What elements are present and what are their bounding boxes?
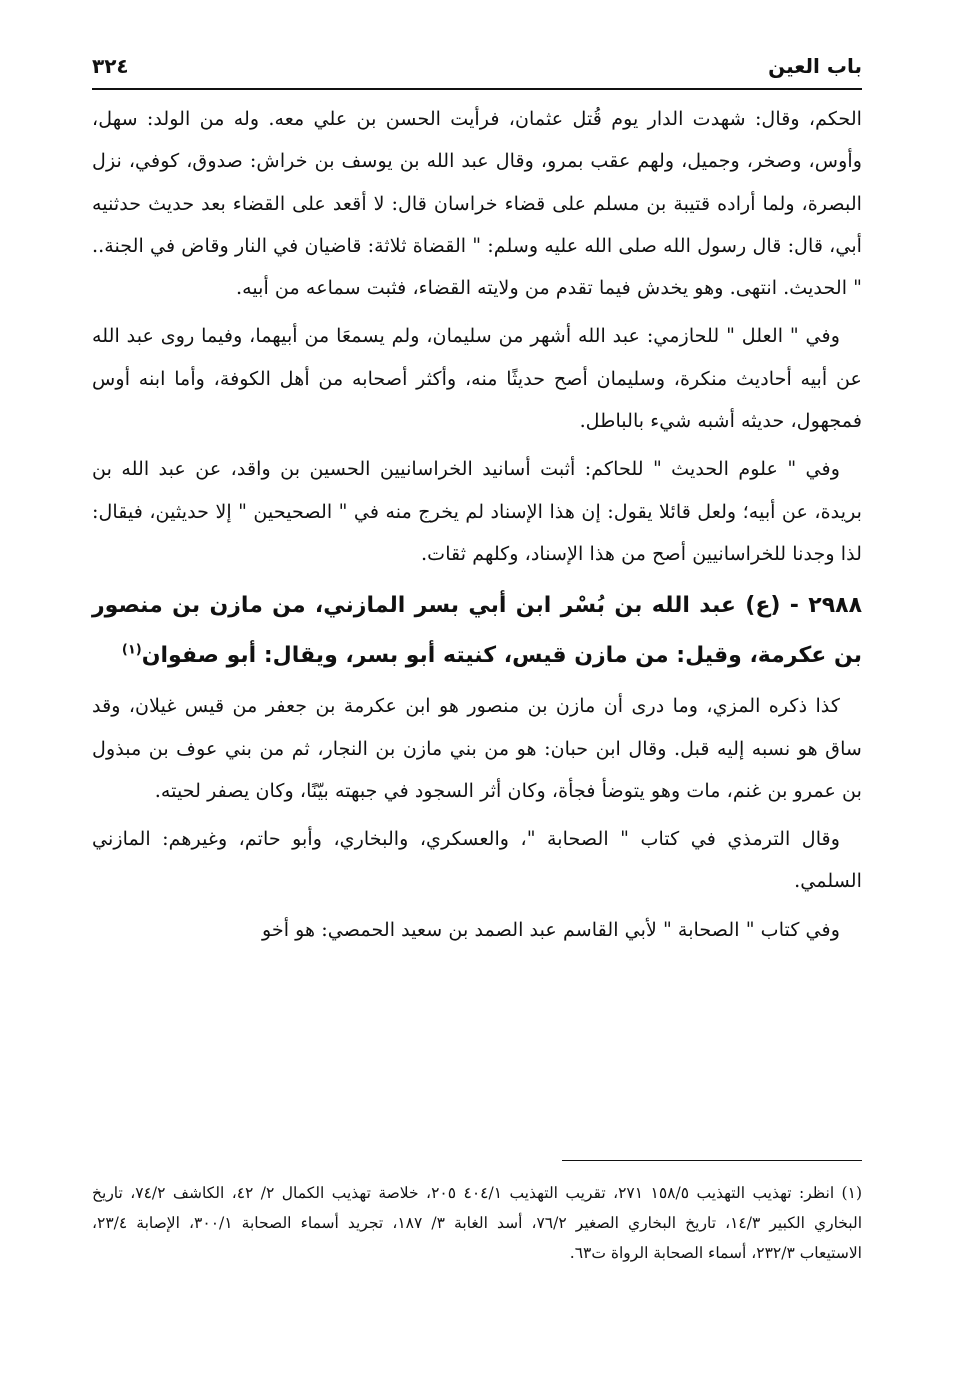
paragraph: وفي " العلل " للحازمي: عبد الله أشهر من سليمان، ولم يسمعَا من أبيهما، وفيما روى عبد الله عن أبيه أحاديث منكرة، وسليمان أصح حديثًا منه، وأكثر أصحابه من أهل الكوفة، وأما ابنه أوس فمجهول، حديثه أشبه شيء بالباطل. xyxy=(92,324,862,433)
footnote-marker: (١) xyxy=(121,642,142,658)
footnotes xyxy=(92,1178,862,1268)
biography-entry-heading xyxy=(92,581,862,681)
paragraph: الحكم، وقال: شهدت الدار يوم قُتل عثمان، فرأيت الحسن بن علي معه. وله من الولد: سهل، وأوس، وصخر، وجميل، ولهم عقب بمرو، وقال عبد الله بن يوسف بن خراش: صدوق، كوفي، نزل البصرة، ولما أراده قتيبة بن مسلم على قضاء خراسان قال: لا أقعد على القضاء بعد حديث حدثنيه أبي، قال: قال رسول الله صلى الله عليه وسلم: " القضاة ثلاثة: قاضيان في النار وقاض في الجنة.. " الحديث. انتهى. وهو يخدش فيما تقدم من ولايته القضاء، فثبت سماعه من أبيه. xyxy=(92,107,862,300)
chapter-title: باب العين xyxy=(768,54,862,78)
footnote-divider xyxy=(562,1160,862,1161)
page-number: ٣٢٤ xyxy=(92,54,129,78)
main-text xyxy=(92,98,862,951)
paragraph: كذا ذكره المزي، وما درى أن مازن بن منصور هو ابن عكرمة بن جعفر من قيس غيلان، وقد ساق هو نسبه إليه قبل. وقال ابن حبان: هو من بني مازن بن النجار، ثم من بني عوف بن مبذول بن عمرو بن غنم، مات وهو يتوضأ فجأة، وكان أثر السجود في جبهته بيّنًا، وكان يصفر لحيته. xyxy=(92,694,862,802)
book-page xyxy=(92,40,862,1340)
entry-heading-text: ٢٩٨٨ - (ع) عبد الله بن بُسْر ابن أبي بسر المازني، من مازن بن منصور بن عكرمة، وقيل: من مازن قيس، كنيته أبو بسر، ويقال: أبو صفوان xyxy=(92,593,862,669)
paragraph: وقال الترمذي في كتاب " الصحابة "، والعسكري، والبخاري، وأبو حاتم، وغيرهم: المازني السلمي. xyxy=(92,827,862,893)
running-header xyxy=(92,40,862,90)
footnote: (١) انظر: تهذيب التهذيب ١٥٨/٥ ٢٧١، تقريب التهذيب ٤٠٤/١ ٢٠٥، خلاصة تهذيب الكمال ٢/ ٤٢، الكاشف ٧٤/٢، تاريخ البخاري الكبير ١٤/٣، تاريخ البخاري الصغير ٧٦/٢، أسد الغابة ٣/ ١٨٧، تجريد أسماء الصحابة ٣٠٠/١، الإصابة ٢٣/٤، الاستيعاب ٢٣٢/٣، أسماء الصحابة الرواة ت٦٣. xyxy=(92,1184,863,1262)
paragraph: وفي " علوم الحديث " للحاكم: أثبت أسانيد الخراسانيين الحسين بن واقد، عن عبد الله بن بريدة، عن أبيه؛ ولعل قائلا يقول: إن هذا الإسناد لم يخرج منه في " الصحيحين " إلا حديثين، فيقال: لذا وجدنا للخراسانيين أصح من هذا الإسناد، وكلهم ثقات. xyxy=(92,457,862,565)
paragraph: وفي كتاب " الصحابة " لأبي القاسم عبد الصمد بن سعيد الحمصي: هو أخو xyxy=(261,917,840,941)
